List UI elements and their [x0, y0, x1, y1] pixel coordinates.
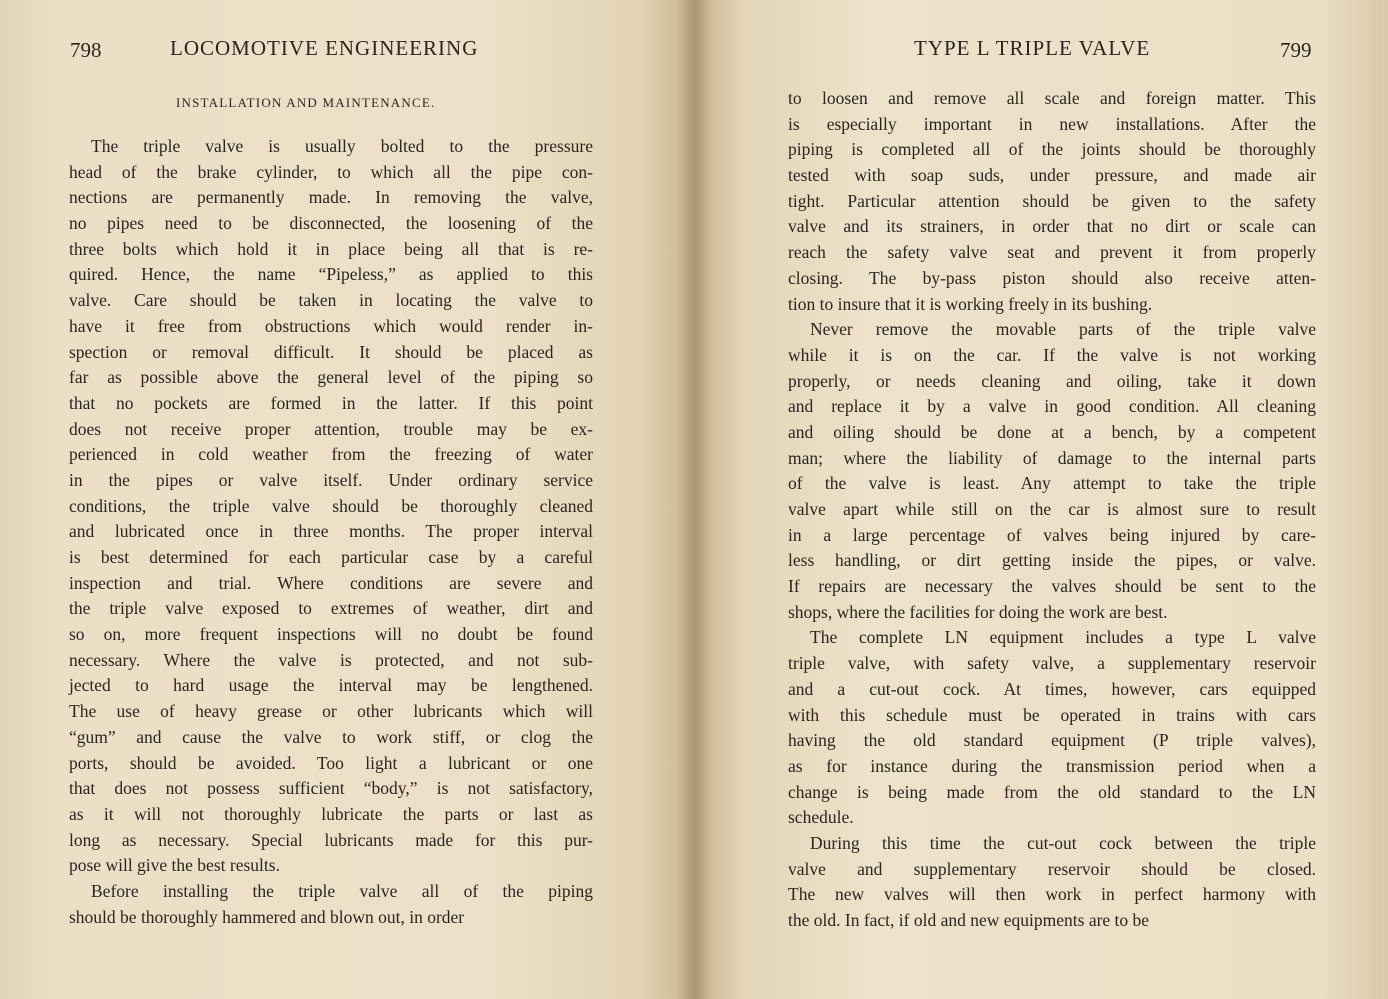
text-line: closing. The by-pass piston should also receive atten-: [788, 267, 1316, 288]
section-heading: INSTALLATION AND MAINTENANCE.: [176, 95, 436, 110]
text-line: tight. Particular attention should be given to the safety: [788, 190, 1316, 211]
text-line: valve. Care should be taken in locating the valve to: [69, 290, 593, 311]
right-body-text: [788, 86, 1316, 934]
text-line: jected to hard usage the interval may be lengthened.: [69, 675, 593, 696]
text-line: long as necessary. Special lubricants made for this pur-: [69, 829, 593, 850]
text-line: The triple valve is usually bolted to the pressure: [91, 136, 593, 156]
text-line: that does not possess sufficient “body,” is not satisfactory,: [69, 778, 593, 799]
text-line: have it free from obstructions which would render in-: [69, 315, 593, 336]
text-line: The use of heavy grease or other lubricants which will: [69, 701, 593, 722]
text-line: Never remove the movable parts of the triple valve: [810, 319, 1316, 340]
text-line: tested with soap suds, under pressure, and made air: [788, 165, 1316, 186]
text-line: and oiling should be done at a bench, by a competent: [788, 421, 1316, 442]
text-line: of the valve is least. Any attempt to take the triple: [788, 473, 1316, 494]
text-line: should be thoroughly hammered and blown out, in order: [69, 906, 465, 927]
text-line: head of the brake cylinder, to which all the pipe con-: [69, 161, 593, 182]
text-line: far as possible above the general level of the piping so: [69, 367, 593, 388]
text-line: is especially important in new installations. After the: [788, 113, 1316, 134]
text-line: so on, more frequent inspections will no doubt be found: [69, 624, 593, 645]
text-line: necessary. Where the valve is protected, and not sub-: [69, 649, 593, 670]
text-line: Before installing the triple valve all of the piping: [91, 880, 593, 901]
paragraph: [69, 879, 593, 930]
paragraph: [788, 317, 1316, 625]
paragraph: [788, 831, 1316, 934]
text-line: schedule.: [788, 807, 854, 828]
text-line: man; where the liability of damage to the internal parts: [788, 447, 1316, 468]
text-line: does not receive proper attention, trouble may be ex-: [69, 418, 593, 439]
text-line: while it is on the car. If the valve is not working: [788, 344, 1316, 365]
right-running-head: TYPE L TRIPLE VALVE: [914, 36, 1151, 60]
text-line: inspection and trial. Where conditions are severe and: [69, 572, 593, 593]
text-line: reach the safety valve seat and prevent it from properly: [788, 242, 1316, 263]
text-line: pose will give the best results.: [69, 855, 280, 876]
text-line: and a cut-out cock. At times, however, cars equipped: [788, 678, 1316, 699]
left-page-number: 798: [70, 38, 102, 62]
text-line: having the old standard equipment (P triple valves),: [788, 730, 1316, 751]
text-line: and lubricated once in three months. The proper interval: [69, 521, 593, 542]
text-line: ports, should be avoided. Too light a lubricant or one: [69, 752, 593, 773]
text-line: in a large percentage of valves being injured by care-: [788, 524, 1316, 545]
left-body-text: [69, 134, 593, 930]
text-line: change is being made from the old standard to the LN: [788, 781, 1316, 802]
text-line: nections are permanently made. In removing the valve,: [69, 187, 593, 208]
text-line: valve and its strainers, in order that no dirt or scale can: [788, 216, 1316, 237]
text-line: the triple valve exposed to extremes of weather, dirt and: [69, 598, 593, 619]
paragraph: [788, 625, 1316, 831]
left-running-head: LOCOMOTIVE ENGINEERING: [170, 36, 479, 60]
text-line: The complete LN equipment includes a type L valve: [810, 627, 1316, 648]
text-line: that no pockets are formed in the latter. If this point: [69, 392, 593, 413]
text-line: less handling, or dirt getting inside the pipes, or valve.: [788, 550, 1316, 571]
text-line: three bolts which hold it in place being all that is re-: [69, 238, 593, 259]
text-line: to loosen and remove all scale and foreign matter. This: [788, 88, 1316, 108]
text-line: quired. Hence, the name “Pipeless,” as applied to this: [69, 264, 593, 285]
paragraph: [69, 134, 593, 879]
text-line: with this schedule must be operated in trains with cars: [788, 704, 1316, 725]
text-line: “gum” and cause the valve to work stiff, or clog the: [69, 726, 593, 747]
text-line: the old. In fact, if old and new equipments are to be: [788, 910, 1150, 930]
text-line: valve and supplementary reservoir should be closed.: [788, 858, 1316, 879]
text-line: as for instance during the transmission period when a: [788, 755, 1316, 776]
text-line: triple valve, with safety valve, a supplementary reservoir: [788, 653, 1316, 674]
text-line: is best determined for each particular case by a careful: [69, 547, 593, 567]
text-line: shops, where the facilities for doing the work are best.: [788, 601, 1168, 622]
text-line: as it will not thoroughly lubricate the parts or last as: [69, 803, 593, 824]
text-line: The new valves will then work in perfect harmony with: [788, 884, 1316, 905]
text-line: in the pipes or valve itself. Under ordinary service: [69, 469, 593, 490]
right-page-number: 799: [1280, 38, 1312, 62]
text-line: perienced in cold weather from the freezing of water: [69, 444, 593, 465]
text-line: properly, or needs cleaning and oiling, take it down: [788, 370, 1316, 391]
right-page: [694, 0, 1388, 999]
text-line: piping is completed all of the joints should be thoroughly: [788, 139, 1316, 160]
text-line: and replace it by a valve in good condition. All cleaning: [788, 396, 1316, 417]
text-line: tion to insure that it is working freely in its bushing.: [788, 293, 1153, 314]
text-line: During this time the cut-out cock between the triple: [810, 832, 1316, 853]
text-line: conditions, the triple valve should be thoroughly cleaned: [69, 495, 593, 516]
text-line: If repairs are necessary the valves should be sent to the: [788, 576, 1316, 597]
paragraph: [788, 86, 1316, 317]
text-line: spection or removal difficult. It should be placed as: [69, 341, 593, 362]
text-line: no pipes need to be disconnected, the loosening of the: [69, 213, 593, 234]
text-line: valve apart while still on the car is almost sure to result: [788, 499, 1316, 519]
